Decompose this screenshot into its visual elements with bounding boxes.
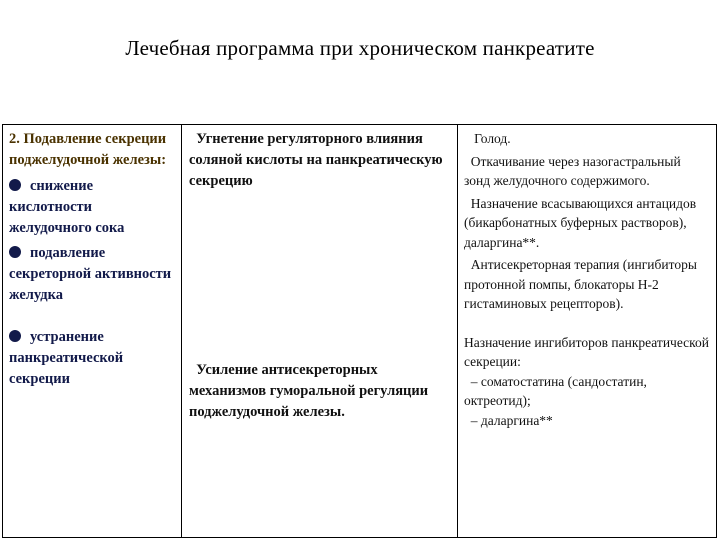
- bullet-icon: [9, 179, 21, 191]
- mechanism-text: Угнетение регуляторного влияния соляной кислоты на панкреатическую секрецию: [189, 131, 443, 189]
- slide-title: Лечебная программа при хроническом панкреатите: [125, 36, 595, 60]
- goal-item: снижение кислотности желудочного сока: [9, 178, 125, 236]
- measure-text: Назначение ингибиторов панкреатической секреции:: [464, 334, 710, 369]
- measure-text: Голод.: [474, 131, 511, 146]
- bullet-icon: [9, 330, 21, 342]
- column-goals: [3, 125, 181, 537]
- measure-text: – соматостатина (сандостатин, октреотид);: [464, 373, 647, 408]
- bullet-icon: [9, 246, 21, 258]
- column-mechanisms: [183, 125, 457, 537]
- goal-item: устранение панкреатической секреции: [9, 329, 124, 387]
- treatment-table: [2, 124, 717, 538]
- goal-item: подавление секреторной активности желудка: [9, 245, 172, 303]
- mechanism-text: Усиление антисекреторных механизмов гуморальной регуляции поджелудочной железы.: [189, 362, 429, 420]
- measure-text: Откачивание через назогастральный зонд желудочного содержимого.: [464, 153, 681, 188]
- measure-text: – даларгина**: [470, 412, 553, 428]
- column-measures: [458, 125, 716, 537]
- measure-text: Назначение всасывающихся антацидов (бикарбонатных буферных растворов), даларгина**.: [464, 195, 697, 250]
- goals-heading: 2. Подавление секреции поджелудочной железы:: [9, 131, 167, 168]
- column-divider: [181, 125, 182, 537]
- measure-text: Антисекреторная терапия (ингибиторы протонной помпы, блокаторы Н-2 гистаминовых рецепторов).: [464, 257, 697, 311]
